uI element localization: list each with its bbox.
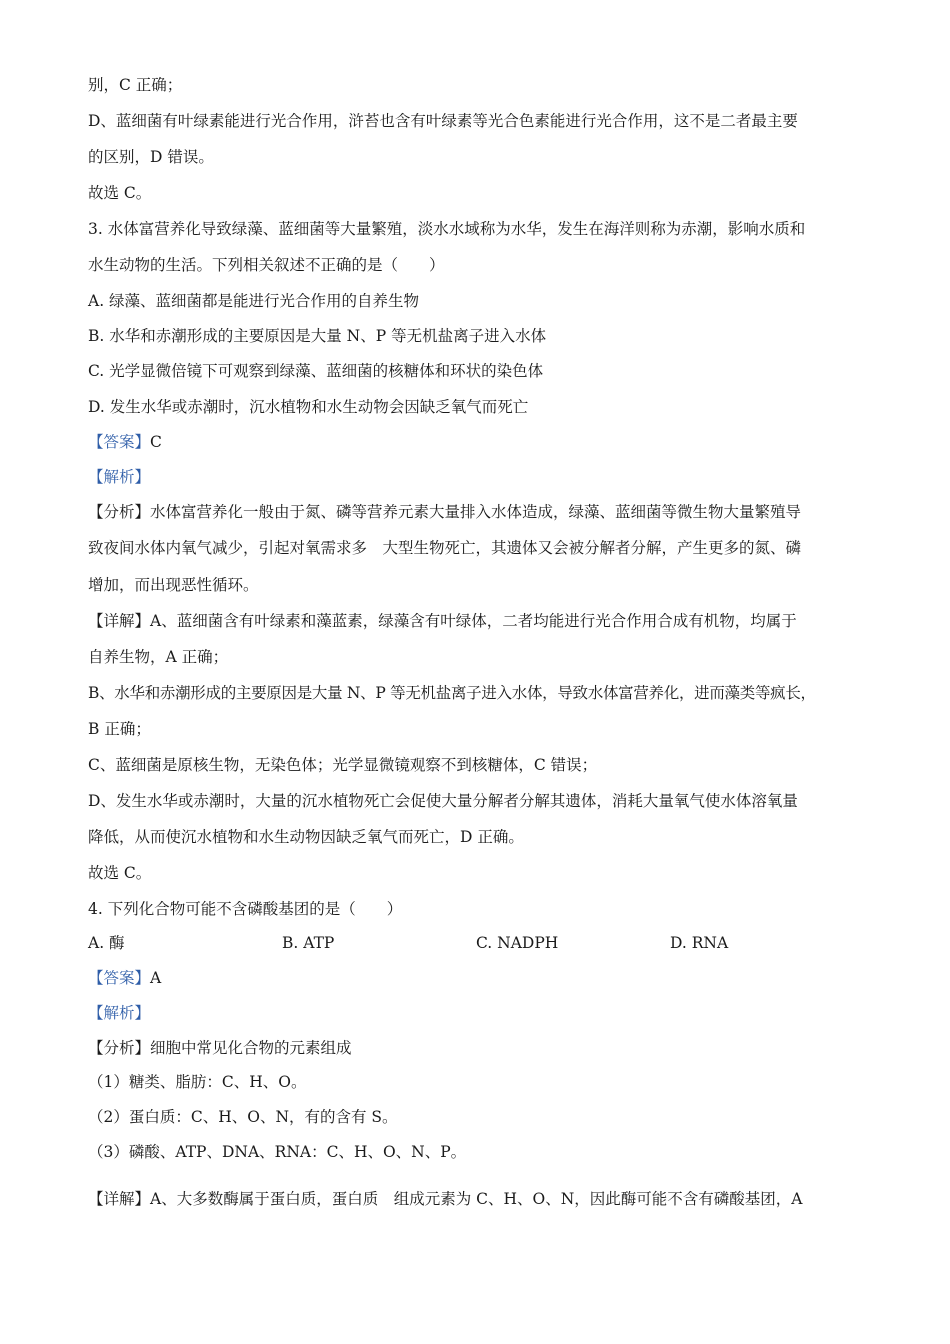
answer-line — [88, 431, 162, 453]
q4-option-a: A. 酶 — [88, 934, 125, 952]
text-line: 故选 C。 — [88, 864, 152, 882]
analysis-tag: 【解析】 — [88, 468, 151, 486]
text-line: B 正确； — [88, 720, 151, 738]
text-line: 致夜间水体内氧气减少，引起对氧需求多 大型生物死亡，其遗体又会被分解者分解，产生更多的氮、磷 — [88, 539, 802, 557]
xiangjie-tag: 【详解】 — [88, 1190, 151, 1208]
fenxi-tag: 【分析】 — [88, 1039, 151, 1057]
q4-option-b: B. ATP — [282, 934, 335, 952]
text-line: C、蓝细菌是原核生物，无染色体；光学显微镜观察不到核糖体，C 错误； — [88, 756, 598, 774]
analysis-line — [88, 1002, 150, 1024]
fenxi-line: 【分析】水体富营养化一般由于氮、磷等营养元素大量排入水体造成，绿藻、蓝细菌等微生物大量繁殖导 — [88, 503, 802, 521]
text-line: 降低，从而使沉水植物和水生动物因缺乏氧气而死亡，D 正确。 — [88, 828, 524, 846]
xiangjie-line: 【详解】A、大多数酶属于蛋白质，蛋白质 组成元素为 C、H、O、N，因此酶可能不含有磷酸基团，A — [88, 1190, 803, 1208]
question-3-stem: 3. 水体富营养化导致绿藻、蓝细菌等大量繁殖，淡水水域称为水华，发生在海洋则称为赤潮，影响水质和 — [88, 220, 806, 238]
option-d: D. 发生水华或赤潮时，沉水植物和水生动物会因缺乏氧气而死亡 — [88, 398, 529, 416]
text-line: 的区别，D 错误。 — [88, 148, 214, 166]
text-line: （1）糖类、脂肪：C、H、O。 — [88, 1073, 307, 1091]
xiangjie-line: 【详解】A、蓝细菌含有叶绿素和藻蓝素，绿藻含有叶绿体，二者均能进行光合作用合成有机物，均属于 — [88, 612, 797, 630]
fenxi-line: 【分析】细胞中常见化合物的元素组成 — [88, 1039, 352, 1057]
text-line: 自养生物，A 正确； — [88, 648, 229, 666]
analysis-tag: 【解析】 — [88, 1004, 151, 1022]
question-3-stem: 水生动物的生活。下列相关叙述不正确的是（ ） — [88, 256, 445, 274]
answer-value: C — [150, 433, 162, 451]
text-line: 增加，而出现恶性循环。 — [88, 576, 259, 594]
question-4-stem: 4. 下列化合物可能不含磷酸基团的是（ ） — [88, 900, 403, 918]
answer-tag: 【答案】 — [88, 433, 151, 451]
xiangjie-tag: 【详解】 — [88, 612, 151, 630]
text-line: （2）蛋白质：C、H、O、N，有的含有 S。 — [88, 1108, 398, 1126]
text-line: D、蓝细菌有叶绿素能进行光合作用，浒苔也含有叶绿素等光合色素能进行光合作用，这不是二者最主要 — [88, 112, 798, 130]
option-c: C. 光学显微倍镜下可观察到绿藻、蓝细菌的核糖体和环状的染色体 — [88, 362, 544, 380]
answer-tag: 【答案】 — [88, 969, 151, 987]
text-line: D、发生水华或赤潮时，大量的沉水植物死亡会促使大量分解者分解其遗体，消耗大量氧气使水体溶氧量 — [88, 792, 798, 810]
option-a: A. 绿藻、蓝细菌都是能进行光合作用的自养生物 — [88, 292, 420, 310]
text-line: 别，C 正确； — [88, 76, 183, 94]
option-b: B. 水华和赤潮形成的主要原因是大量 N、P 等无机盐离子进入水体 — [88, 327, 547, 345]
fenxi-tag: 【分析】 — [88, 503, 151, 521]
text-line: B、水华和赤潮形成的主要原因是大量 N、P 等无机盐离子进入水体，导致水体富营养化，进而藻类等疯长， — [88, 684, 816, 702]
q4-option-d: D. RNA — [670, 934, 729, 952]
answer-value: A — [150, 969, 162, 987]
analysis-line — [88, 466, 150, 488]
text-line: 故选 C。 — [88, 184, 152, 202]
text-line: （3）磷酸、ATP、DNA、RNA：C、H、O、N、P。 — [88, 1143, 467, 1161]
q4-option-c: C. NADPH — [476, 934, 559, 952]
answer-line — [88, 967, 161, 989]
